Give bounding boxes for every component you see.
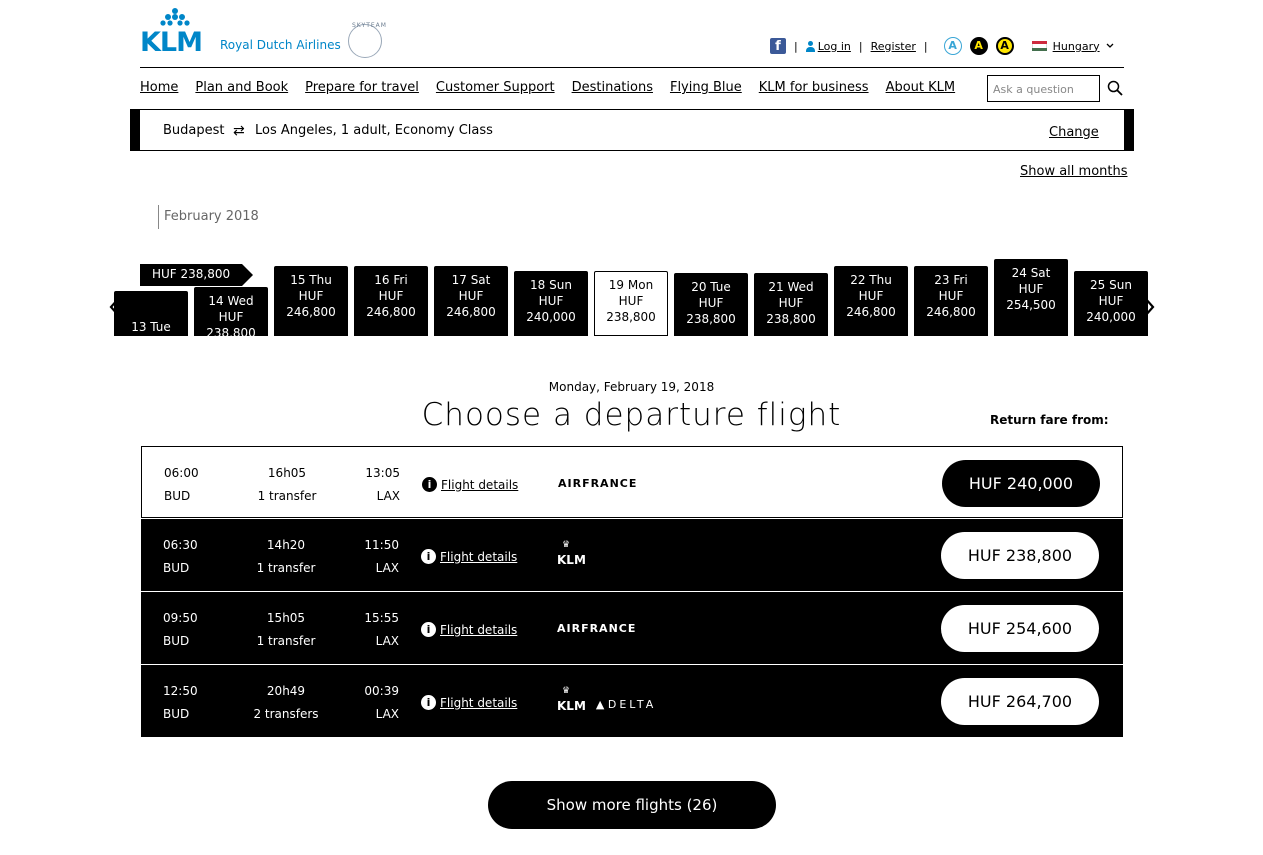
- flight-details-link[interactable]: [422, 477, 518, 492]
- date-tab-currency: HUF: [218, 310, 244, 324]
- return-fare-label: Return fare from:: [990, 413, 1109, 427]
- nav-home[interactable]: Home: [140, 80, 179, 95]
- departure-airport: BUD: [164, 489, 191, 503]
- date-tab-label: 17 Sat: [451, 273, 491, 287]
- departure: [163, 680, 198, 726]
- departure-airport: BUD: [163, 707, 190, 721]
- facebook-icon[interactable]: f: [770, 38, 786, 54]
- flight-duration: 20h49: [266, 684, 306, 698]
- date-tab-label: 23 Fri: [934, 273, 968, 287]
- nav-flying-blue[interactable]: Flying Blue: [669, 80, 742, 95]
- departure: [163, 534, 198, 580]
- header-divider: [140, 67, 1124, 68]
- price-select-button[interactable]: HUF 238,800: [941, 532, 1099, 579]
- departure-airport: BUD: [163, 561, 190, 575]
- transfer-count: 1 transfer: [256, 634, 316, 648]
- date-tab[interactable]: [674, 273, 748, 336]
- date-tab-currency: HUF: [298, 289, 324, 303]
- date-tab[interactable]: [834, 266, 908, 336]
- price-select-button[interactable]: HUF 264,700: [941, 678, 1099, 725]
- arrival-airport: LAX: [376, 489, 400, 503]
- flight-duration: 16h05: [267, 466, 307, 480]
- hungary-flag-icon: [1032, 41, 1047, 51]
- arrival: [355, 534, 399, 580]
- date-tab-currency: HUF: [1098, 294, 1124, 308]
- flight-details-link[interactable]: [421, 549, 517, 564]
- flight-details-link[interactable]: [421, 622, 517, 637]
- arrival-time: 15:55: [364, 611, 399, 625]
- info-icon: i: [421, 549, 436, 564]
- date-tab-price: 238,800: [686, 312, 736, 326]
- arrival-time: 11:50: [364, 538, 399, 552]
- date-tab-currency: HUF: [778, 296, 804, 310]
- date-tab-label: 15 Thu: [290, 273, 332, 287]
- language-selector[interactable]: [1032, 40, 1114, 53]
- login-link[interactable]: [806, 40, 851, 53]
- date-tab-label: 14 Wed: [208, 294, 254, 308]
- departure-time: 09:50: [163, 611, 198, 625]
- utility-bar: [770, 34, 1114, 58]
- klm-logo[interactable]: [140, 8, 390, 60]
- duration: [246, 607, 326, 653]
- departure: [164, 462, 199, 508]
- arrival: [356, 462, 400, 508]
- carrier-logo: ♛ KLM: [557, 549, 586, 567]
- date-tab-currency: HUF: [618, 294, 644, 308]
- separator: |: [794, 39, 798, 53]
- date-tab-price: 246,800: [926, 305, 976, 319]
- price-select-button[interactable]: HUF 240,000: [942, 460, 1100, 507]
- lowest-price-flag: HUF 238,800: [140, 264, 242, 286]
- nav-klm-for-business[interactable]: KLM for business: [758, 80, 869, 95]
- contrast-default-button[interactable]: A: [944, 37, 962, 55]
- date-tab-currency: HUF: [858, 289, 884, 303]
- contrast-dark-button[interactable]: A: [970, 37, 988, 55]
- logo-text: KLM: [140, 27, 202, 58]
- date-tab[interactable]: [114, 291, 188, 366]
- show-more-flights-button[interactable]: Show more flights (26): [488, 781, 776, 829]
- arrival-time: 00:39: [364, 684, 399, 698]
- date-tab-price: 240,000: [1086, 310, 1136, 324]
- date-tab-price: 246,800: [846, 305, 896, 319]
- date-tab[interactable]: [194, 287, 268, 340]
- flight-details-label: Flight details: [440, 622, 518, 637]
- page-title: Choose a departure flight: [421, 397, 842, 433]
- departure-time: 06:00: [164, 466, 199, 480]
- date-tab[interactable]: [514, 271, 588, 336]
- departure: [163, 607, 198, 653]
- arrival-time: 13:05: [365, 466, 400, 480]
- selected-date: Monday, February 19, 2018: [548, 380, 715, 394]
- departure-airport: BUD: [163, 634, 190, 648]
- date-tab-price: 246,800: [286, 305, 336, 319]
- trip-details: Los Angeles, 1 adult, Economy Class: [255, 123, 493, 138]
- chevron-down-icon: [1106, 43, 1114, 49]
- date-tab-price: 238,800: [606, 310, 656, 324]
- flight-details-link[interactable]: [421, 695, 517, 710]
- date-tab-currency: HUF: [938, 289, 964, 303]
- carrier-logos: [558, 477, 637, 490]
- departure-time: 06:30: [163, 538, 198, 552]
- date-tab-price: 246,800: [446, 305, 496, 319]
- arrival-airport: LAX: [375, 561, 399, 575]
- flight-row[interactable]: [141, 665, 1123, 737]
- carrier-logo: AIRFRANCE: [557, 622, 637, 635]
- date-tab[interactable]: [594, 271, 668, 336]
- date-tab[interactable]: [914, 266, 988, 336]
- carrier-logos: [557, 549, 586, 567]
- skyteam-label: SKYTEAM: [352, 22, 387, 29]
- separator: |: [858, 39, 863, 53]
- duration: [247, 462, 327, 508]
- transfer-count: 1 transfer: [256, 561, 316, 575]
- date-tab-label: 20 Tue: [691, 280, 731, 294]
- date-tab-price: 238,800: [766, 312, 816, 326]
- main-nav: [140, 80, 955, 95]
- date-tab[interactable]: [994, 259, 1068, 336]
- info-icon: i: [421, 622, 436, 637]
- search-icon[interactable]: [1107, 80, 1123, 96]
- date-carousel: [126, 250, 1136, 366]
- date-tab-label: 19 Mon: [608, 278, 654, 292]
- arrival-airport: LAX: [375, 634, 399, 648]
- date-tab-label: 22 Thu: [850, 273, 892, 287]
- carrier-logo: ▲ DELTA: [596, 698, 656, 711]
- date-tab-label: 18 Sun: [530, 278, 572, 292]
- arrival: [355, 680, 399, 726]
- carrier-logo: ♛ KLM: [557, 695, 586, 713]
- flight-details-label: Flight details: [440, 549, 518, 564]
- date-tab-currency: HUF: [698, 296, 724, 310]
- transfer-count: 2 transfers: [253, 707, 319, 721]
- date-tab[interactable]: [354, 266, 428, 336]
- flight-row[interactable]: [141, 446, 1123, 518]
- search-input[interactable]: Ask a question: [987, 75, 1100, 102]
- contrast-yellow-button[interactable]: A: [996, 37, 1014, 55]
- logo-subtitle: Royal Dutch Airlines: [220, 38, 341, 52]
- flight-duration: 15h05: [266, 611, 306, 625]
- carrier-logo: AIRFRANCE: [558, 477, 638, 490]
- date-tab-price: 254,500: [1006, 298, 1056, 312]
- swap-arrows-icon: ⇄: [233, 123, 245, 139]
- date-tab-currency: HUF: [1018, 282, 1044, 296]
- flight-row[interactable]: [141, 519, 1123, 591]
- duration: [246, 680, 326, 726]
- date-tab-currency: HUF: [458, 289, 484, 303]
- user-icon: [806, 41, 815, 52]
- date-tab[interactable]: [1074, 271, 1148, 336]
- date-tab[interactable]: [274, 266, 348, 336]
- separator: |: [923, 39, 928, 53]
- month-label: February 2018: [158, 205, 259, 229]
- date-tab-label: 25 Sun: [1090, 278, 1132, 292]
- date-tab-price: 238,800: [206, 326, 256, 340]
- date-tab-currency: HUF: [378, 289, 404, 303]
- date-tab-label: 13 Tue: [131, 320, 171, 334]
- nav-plan-and-book[interactable]: Plan and Book: [195, 80, 289, 95]
- date-tab-label: 24 Sat: [1011, 266, 1051, 280]
- change-search-link[interactable]: Change: [1049, 125, 1099, 140]
- flight-row[interactable]: [141, 592, 1123, 664]
- date-tab-price: 240,000: [526, 310, 576, 324]
- date-tab[interactable]: [434, 266, 508, 336]
- carrier-logos: [557, 622, 636, 635]
- trip-origin: Budapest: [163, 123, 225, 138]
- nav-customer-support[interactable]: Customer Support: [435, 80, 555, 95]
- date-tab[interactable]: [754, 273, 828, 336]
- price-select-button[interactable]: HUF 254,600: [941, 605, 1099, 652]
- info-icon: i: [421, 695, 436, 710]
- info-icon: i: [422, 477, 437, 492]
- date-tab-price: 238,800: [126, 352, 176, 366]
- date-tab-label: 16 Fri: [374, 273, 408, 287]
- date-tab-currency: HUF: [538, 294, 564, 308]
- departure-time: 12:50: [163, 684, 198, 698]
- flight-details-label: Flight details: [440, 695, 518, 710]
- arrival: [355, 607, 399, 653]
- skyteam-logo: [348, 24, 382, 58]
- transfer-count: 1 transfer: [257, 489, 317, 503]
- flight-details-label: Flight details: [441, 477, 519, 492]
- nav-about-klm[interactable]: About KLM: [885, 80, 956, 95]
- crown-icon: [158, 8, 192, 28]
- nav-prepare-for-travel[interactable]: Prepare for travel: [305, 80, 419, 95]
- duration: [246, 534, 326, 580]
- date-tab-currency: HUF: [138, 336, 164, 350]
- trip-summary-bar: [130, 109, 1134, 151]
- show-all-months-link[interactable]: Show all months: [1020, 164, 1128, 179]
- arrival-airport: LAX: [375, 707, 399, 721]
- flight-duration: 14h20: [266, 538, 306, 552]
- nav-destinations[interactable]: Destinations: [571, 80, 653, 95]
- carrier-logos: [557, 695, 656, 713]
- date-tab-price: 246,800: [366, 305, 416, 319]
- login-label: Log in: [817, 39, 851, 53]
- date-tab-label: 21 Wed: [768, 280, 814, 294]
- language-label: Hungary: [1052, 39, 1100, 53]
- register-link[interactable]: Register: [870, 39, 916, 53]
